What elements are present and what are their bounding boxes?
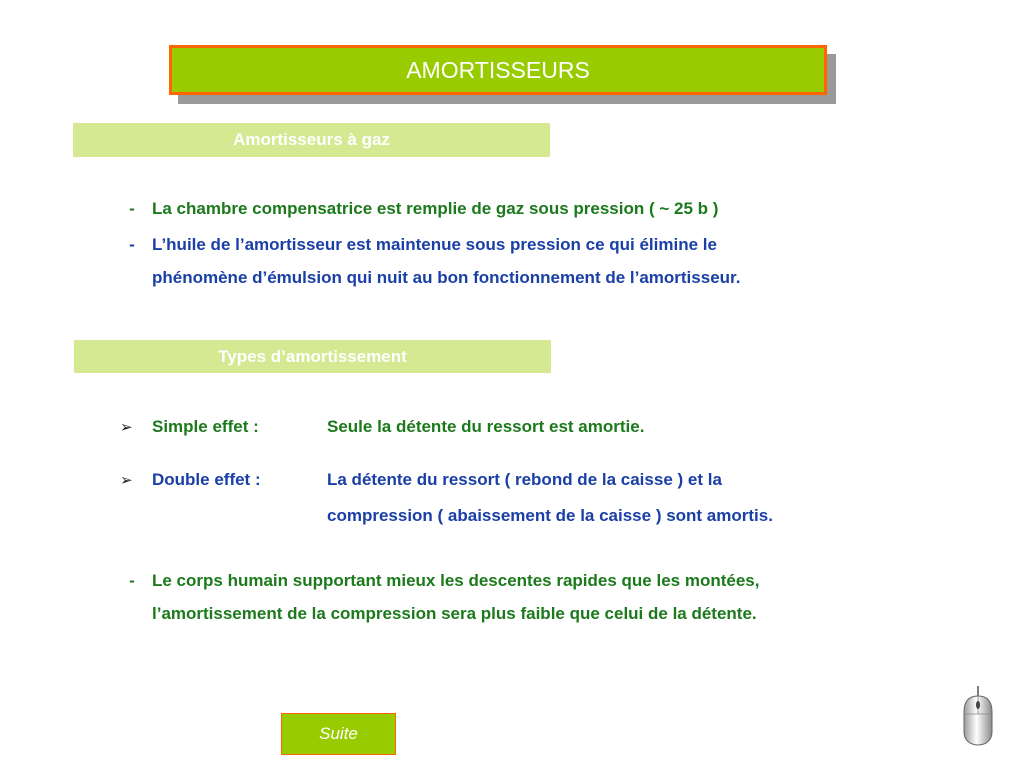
section-heading-gaz: Amortisseurs à gaz: [73, 123, 550, 157]
computer-mouse-icon: [958, 684, 998, 748]
note-line-1: Le corps humain supportant mieux les descentes rapides que les montées,: [152, 571, 760, 590]
bullet-dash: -: [129, 571, 135, 590]
double-effet-text-line-2: compression ( abaissement de la caisse ) sont amortis.: [327, 506, 773, 525]
bullet-dash: -: [129, 199, 135, 218]
note-line-2: l’amortissement de la compression sera plus faible que celui de la détente.: [152, 604, 757, 623]
double-effet-text-line-1: La détente du ressort ( rebond de la caisse ) et la: [327, 470, 722, 489]
gaz-item-1-line-1: La chambre compensatrice est remplie de gaz sous pression ( ~ 25 b ): [152, 199, 719, 218]
arrow-bullet-icon: ➢: [120, 419, 133, 436]
arrow-bullet-icon: ➢: [120, 472, 133, 489]
gaz-item-2-line-1: L’huile de l’amortisseur est maintenue sous pression ce qui élimine le: [152, 235, 717, 254]
section-heading-types: Types d’amortissement: [74, 340, 551, 373]
simple-effet-label: Simple effet :: [152, 417, 259, 436]
suite-button[interactable]: Suite: [281, 713, 396, 755]
page-title: AMORTISSEURS: [169, 45, 827, 95]
bullet-dash: -: [129, 235, 135, 254]
double-effet-label: Double effet :: [152, 470, 261, 489]
gaz-item-2-line-2: phénomène d’émulsion qui nuit au bon fonctionnement de l’amortisseur.: [152, 268, 741, 287]
simple-effet-text: Seule la détente du ressort est amortie.: [327, 417, 645, 436]
